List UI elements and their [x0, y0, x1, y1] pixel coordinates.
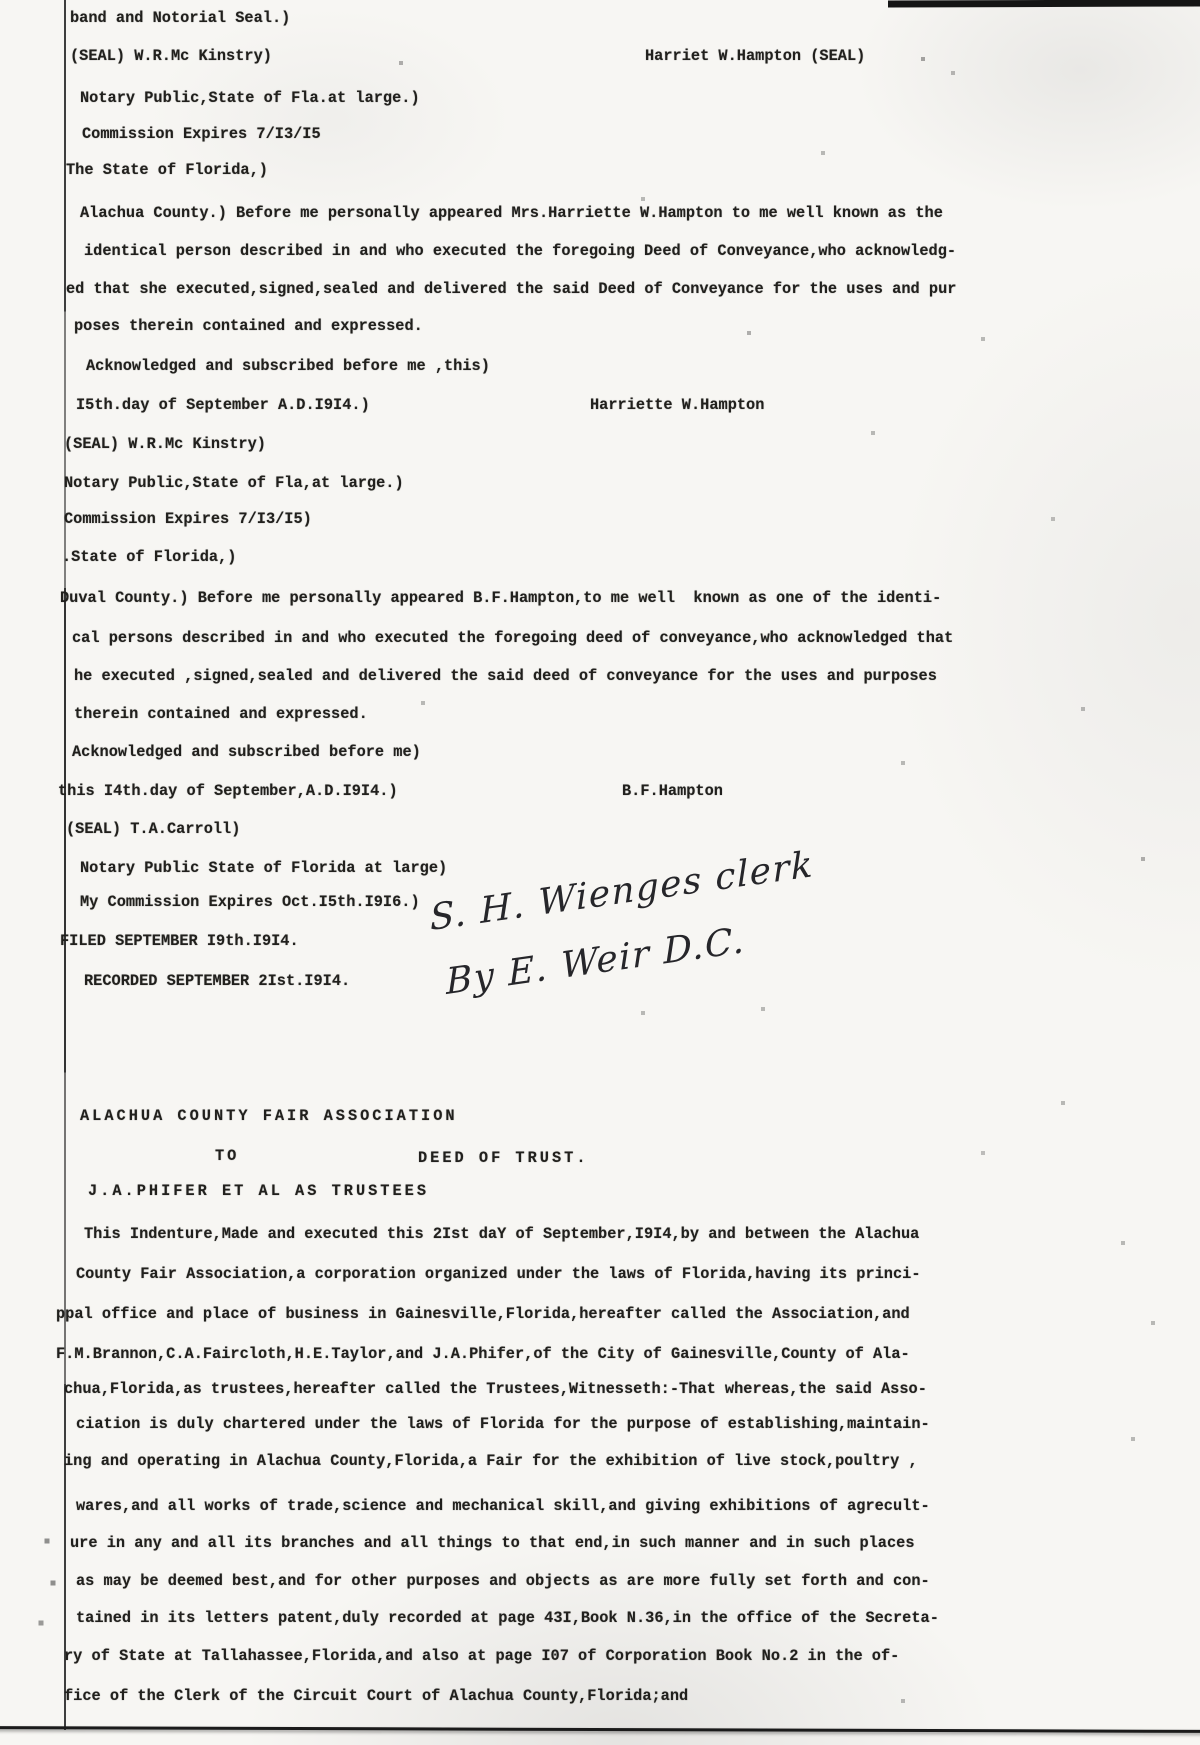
typed-line: (SEAL) W.R.Mc Kinstry)	[64, 435, 266, 453]
typed-line: chua,Florida,as trustees,hereafter called the Trustees,Witnesseth:-That whereas,the said Asso-	[64, 1380, 927, 1398]
typed-line: ppal office and place of business in Gainesville,Florida,hereafter called the Association,and	[56, 1305, 910, 1323]
typed-line: Acknowledged and subscribed before me ,this)	[86, 357, 490, 375]
typed-line: TO	[215, 1147, 240, 1165]
typed-line: tained in its letters patent,duly recorded at page 43I,Book N.36,in the office of the Secreta-	[76, 1609, 939, 1627]
typed-line: The State of Florida,)	[66, 161, 268, 179]
typed-line: County Fair Association,a corporation organized under the laws of Florida,having its princi-	[76, 1265, 921, 1283]
typed-line: DEED OF TRUST.	[418, 1149, 589, 1167]
typed-line: as may be deemed best,and for other purposes and objects as are more fully set forth and con-	[76, 1572, 930, 1590]
typed-line: wares,and all works of trade,science and mechanical skill,and giving exhibitions of agrecult-	[76, 1497, 930, 1515]
typed-line: therein contained and expressed.	[74, 705, 368, 723]
top-edge-scan-artifact	[888, 0, 1200, 8]
bottom-edge-scan-artifact	[0, 1726, 1200, 1733]
typed-line: Notary Public State of Florida at large)	[80, 859, 448, 877]
typed-line: identical person described in and who executed the foregoing Deed of Conveyance,who acknowledg-	[84, 242, 957, 260]
typed-line: F.M.Brannon,C.A.Faircloth,H.E.Taylor,and J.A.Phifer,of the City of Gainesville,County of Ala-	[56, 1345, 910, 1363]
typed-line: ALACHUA COUNTY FAIR ASSOCIATION	[80, 1107, 458, 1125]
typed-line: Harriet W.Hampton (SEAL)	[645, 47, 866, 65]
typed-line: Notary Public,State of Fla,at large.)	[64, 474, 404, 492]
typed-line: RECORDED SEPTEMBER 2Ist.I9I4.	[84, 972, 351, 990]
handwriting-signature-line: S. H. Wienges clerk	[429, 843, 815, 940]
typed-line: Duval County.) Before me personally appeared B.F.Hampton,to me well known as one of the identi-	[60, 589, 942, 607]
typed-line: ry of State at Tallahassee,Florida,and also at page I07 of Corporation Book No.2 in the of-	[64, 1647, 900, 1665]
typed-line: My Commission Expires Oct.I5th.I9I6.)	[80, 893, 420, 911]
typed-line: This Indenture,Made and executed this 2Ist daY of September,I9I4,by and between the Alachua	[84, 1225, 920, 1243]
typed-line: (SEAL) W.R.Mc Kinstry)	[70, 47, 272, 65]
handwriting-signature-line: By E. Weir D.C.	[445, 919, 746, 1004]
typed-line: .State of Florida,)	[62, 548, 237, 566]
typed-line: ing and operating in Alachua County,Florida,a Fair for the exhibition of live stock,poultry ,	[64, 1452, 918, 1470]
typed-line: poses therein contained and expressed.	[74, 317, 423, 335]
typed-line: Acknowledged and subscribed before me)	[72, 743, 421, 761]
typed-line: (SEAL) T.A.Carroll)	[66, 820, 241, 838]
scan-noise-speckles	[0, 0, 2, 2]
typed-line: I5th.day of September A.D.I9I4.)	[76, 396, 370, 414]
typed-line: Commission Expires 7/I3/I5)	[64, 510, 312, 528]
typed-line: this I4th.day of September,A.D.I9I4.)	[58, 782, 398, 800]
typed-line: Alachua County.) Before me personally appeared Mrs.Harriette W.Hampton to me well known as the	[80, 204, 943, 222]
typed-line: cal persons described in and who executed the foregoing deed of conveyance,who acknowledged that	[72, 629, 954, 647]
typed-line: band and Notorial Seal.)	[70, 9, 291, 27]
typed-line: Notary Public,State of Fla.at large.)	[80, 89, 420, 107]
typed-line: Harriette W.Hampton	[590, 396, 765, 414]
typed-line: B.F.Hampton	[622, 782, 723, 800]
typed-line: he executed ,signed,sealed and delivered the said deed of conveyance for the uses and purposes	[74, 667, 937, 685]
typed-line: Commission Expires 7/I3/I5	[82, 125, 321, 143]
typed-line: FILED SEPTEMBER I9th.I9I4.	[60, 932, 299, 950]
typed-line: J.A.PHIFER ET AL AS TRUSTEES	[88, 1182, 430, 1200]
typed-line: ure in any and all its branches and all things to that end,in such manner and in such places	[70, 1534, 915, 1552]
typed-line: ciation is duly chartered under the laws of Florida for the purpose of establishing,maintain-	[76, 1415, 930, 1433]
typed-line: ed that she executed,signed,sealed and delivered the said Deed of Conveyance for the uses and pur	[66, 280, 957, 298]
typed-line: fice of the Clerk of the Circuit Court of Alachua County,Florida;and	[64, 1687, 689, 1705]
